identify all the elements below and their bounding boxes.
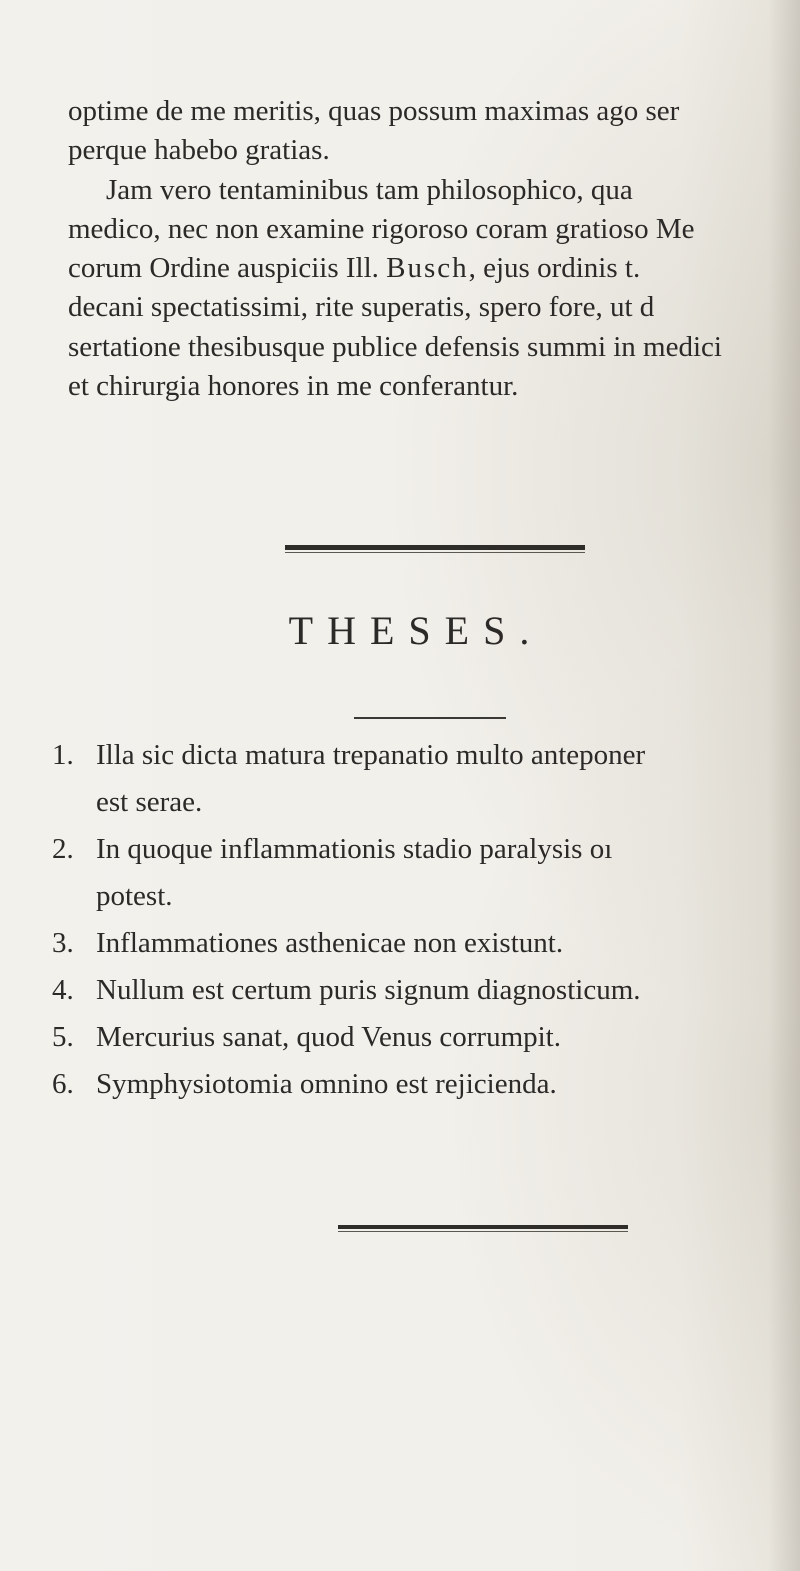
prose-line: decani spectatissimi, rite superatis, spero fore, ut d [68,291,655,324]
person-name: Busch [386,252,469,285]
thesis-text: In quoque inflammationis stadio paralysis oı [96,833,613,865]
heading-underline [354,717,506,719]
thesis-item [52,920,797,967]
thesis-number: 5. [52,1021,74,1053]
thesis-item [52,967,797,1014]
thesis-item [52,732,797,826]
prose-segment: corum Ordine auspiciis Ill. [68,252,379,285]
thesis-text: Symphysiotomia omnino est rejicienda. [96,1068,557,1100]
theses-heading: THESES. [288,608,544,653]
prose-line: optime de me meritis, quas possum maximas ago ser [68,95,680,127]
top-rule [285,545,585,550]
prose-line: Jam vero tentaminibus tam philosophico, qua [106,173,633,206]
closing-paragraph [68,92,794,406]
thesis-text: Mercurius sanat, quod Venus corrumpit. [96,1021,561,1053]
thesis-item [52,1061,797,1108]
prose-line: et chirurgia honores in me conferantur. [68,370,519,403]
thesis-item [52,1014,797,1061]
prose-line [68,249,794,288]
top-rule-thin [285,552,585,553]
bottom-rule-thin [338,1231,628,1232]
prose-line: sertatione thesibusque publice defensis summi in medici [68,330,722,363]
prose-line: perque habebo gratias. [68,134,330,167]
thesis-text: Nullum est certum puris signum diagnosticum. [96,974,641,1006]
theses-list [52,732,797,1108]
thesis-continuation: potest. [96,880,173,912]
thesis-continuation: est serae. [96,786,203,818]
thesis-number: 4. [52,974,74,1006]
thesis-number: 3. [52,927,74,959]
bottom-rule [338,1225,628,1229]
thesis-item [52,826,797,920]
prose-segment: , ejus ordinis t. [468,252,641,285]
thesis-text: Inflammationes asthenicae non existunt. [96,927,564,959]
thesis-text: Illa sic dicta matura trepanatio multo anteponer [96,739,646,771]
prose-line: medico, nec non examine rigoroso coram gratioso Me [68,212,695,245]
thesis-number: 6. [52,1068,74,1100]
thesis-number: 2. [52,833,74,865]
thesis-number: 1. [52,739,74,771]
